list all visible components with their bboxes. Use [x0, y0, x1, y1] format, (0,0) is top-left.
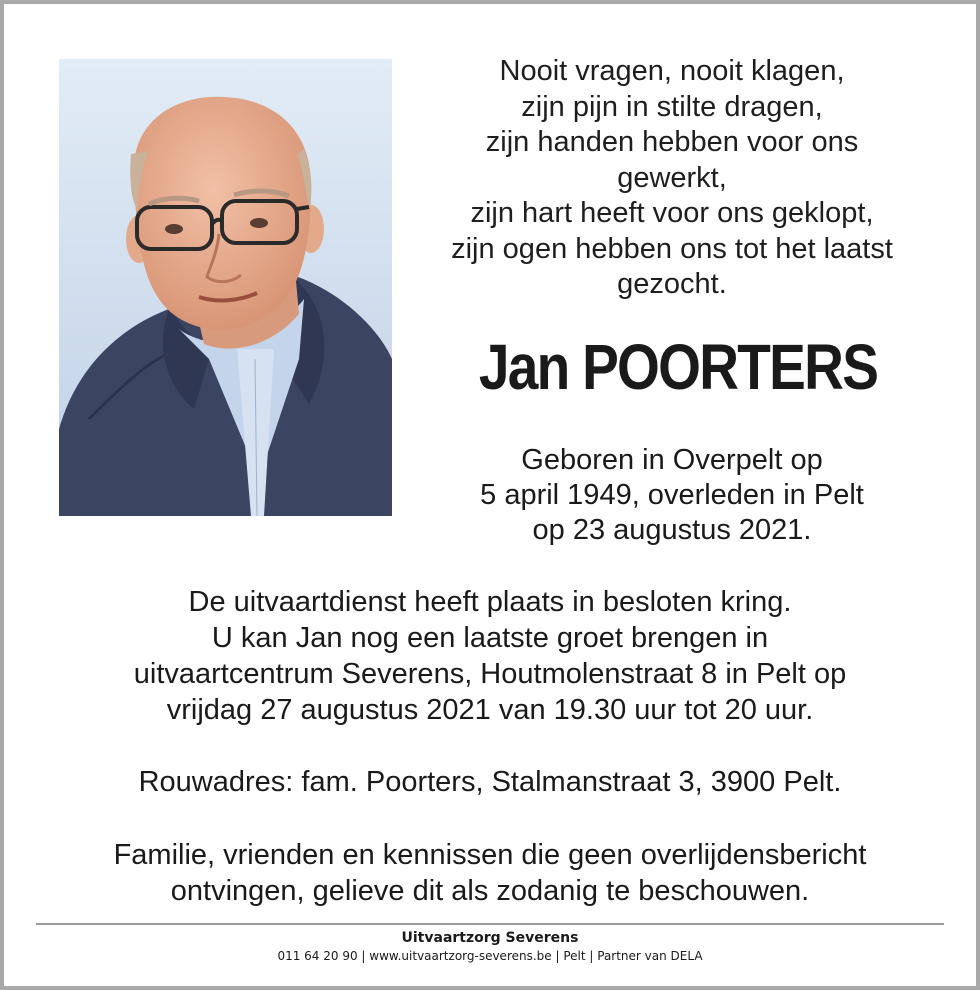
service-line: vrijdag 27 augustus 2021 van 19.30 uur tot 20 uur. — [166, 694, 814, 726]
service-line: uitvaartcentrum Severens, Houtmolenstraat 8 in Pelt op — [133, 658, 847, 690]
service-info — [0, 584, 980, 728]
service-line: De uitvaartdienst heeft plaats in besloten kring. — [188, 586, 792, 618]
poem-line: zijn hart heeft voor ons geklopt, — [470, 197, 874, 229]
poem-line: zijn pijn in stilte dragen, — [521, 90, 823, 123]
birth-death-line: op 23 augustus 2021. — [532, 514, 812, 546]
footer-divider — [36, 923, 944, 925]
notice-line: ontvingen, gelieve dit als zodanig te beschouwen. — [170, 875, 810, 907]
birth-death-line: 5 april 1949, overleden in Pelt — [480, 479, 864, 511]
mourning-address: Rouwadres: fam. Poorters, Stalmanstraat 3, 3900 Pelt. — [138, 766, 842, 798]
funeral-company-name: Uitvaartzorg Severens — [401, 930, 579, 946]
poem-line: gewerkt, — [617, 161, 727, 194]
notice-line: Familie, vrienden en kennissen die geen overlijdensbericht — [113, 839, 867, 871]
service-line: U kan Jan nog een laatste groet brengen in — [211, 622, 769, 654]
birth-death-info — [412, 443, 932, 548]
portrait-photo — [59, 59, 392, 516]
family-notice — [0, 837, 980, 909]
birth-death-line: Geboren in Overpelt op — [521, 444, 823, 476]
poem-line: gezocht. — [617, 268, 727, 300]
memorial-poem — [412, 54, 932, 303]
poem-line: zijn handen hebben voor ons — [485, 126, 859, 158]
poem-line: Nooit vragen, nooit klagen, — [499, 55, 845, 87]
deceased-name: Jan POORTERS — [478, 331, 878, 403]
poem-line: zijn ogen hebben ons tot het laatst — [451, 232, 893, 265]
funeral-company-contact: 011 64 20 90 | www.uitvaartzorg-severens.be | Pelt | Partner van DELA — [277, 949, 703, 963]
